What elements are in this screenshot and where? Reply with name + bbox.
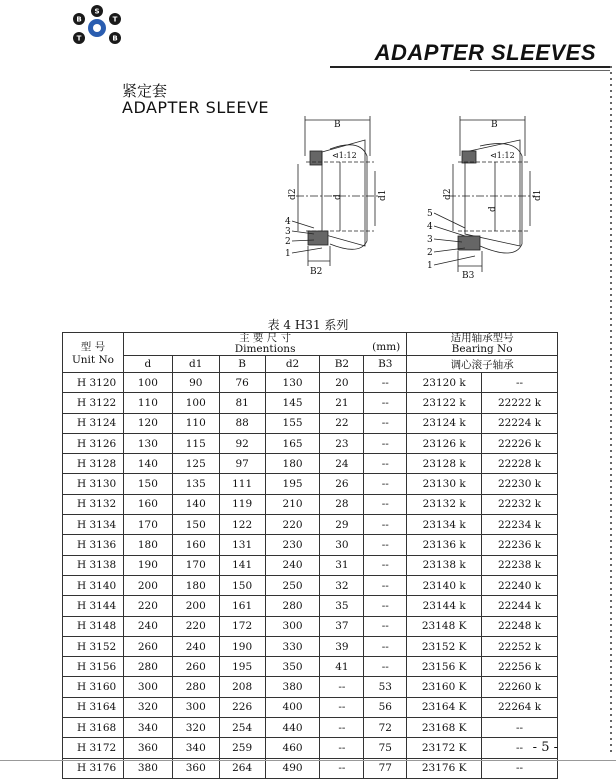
table-row: [63, 433, 558, 453]
table-cell: 22252 k: [482, 636, 558, 656]
table-cell: --: [320, 697, 364, 717]
table-row: [63, 657, 558, 677]
section-title-en: ADAPTER SLEEVE: [122, 98, 270, 117]
table-cell: 23140 k: [407, 575, 482, 595]
col-header-d1: d1: [172, 356, 219, 373]
table-cell: 320: [123, 697, 172, 717]
dim-label: d1: [378, 189, 388, 201]
dim-label: d2: [443, 188, 453, 200]
page-number: - 5 -: [532, 740, 558, 755]
table-cell: 111: [219, 474, 265, 494]
table-cell: --: [320, 738, 364, 758]
footer-divider: [0, 760, 616, 761]
logo-letter: B: [76, 15, 82, 24]
table-cell: 23130 k: [407, 474, 482, 494]
table-cell: 155: [265, 413, 320, 433]
table-cell: 30: [320, 535, 364, 555]
table-cell: 220: [172, 616, 219, 636]
logo-letter: T: [112, 15, 118, 24]
dim-label: B: [491, 120, 498, 130]
table-cell: 170: [172, 555, 219, 575]
table-cell: 380: [123, 758, 172, 778]
table-cell: 460: [265, 738, 320, 758]
table-cell: 280: [265, 596, 320, 616]
table-cell: 22244 k: [482, 596, 558, 616]
table-row: [63, 454, 558, 474]
table-cell: H 3156: [63, 657, 124, 677]
table-cell: 400: [265, 697, 320, 717]
table-row: [63, 616, 558, 636]
table-cell: 300: [172, 697, 219, 717]
table-cell: 190: [219, 636, 265, 656]
logo-letter: T: [76, 34, 82, 43]
table-cell: --: [482, 718, 558, 738]
table-cell: 161: [219, 596, 265, 616]
table-cell: 330: [265, 636, 320, 656]
table-cell: 172: [219, 616, 265, 636]
table-cell: 23148 K: [407, 616, 482, 636]
table-cell: --: [364, 636, 407, 656]
table-cell: 26: [320, 474, 364, 494]
table-cell: H 3134: [63, 515, 124, 535]
table-cell: H 3130: [63, 474, 124, 494]
dim-label: B2: [310, 267, 323, 277]
table-cell: 110: [172, 413, 219, 433]
table-cell: 22232 k: [482, 494, 558, 514]
table-cell: 150: [172, 515, 219, 535]
table-cell: 23128 k: [407, 454, 482, 474]
table-row: [63, 474, 558, 494]
table-cell: 130: [265, 373, 320, 393]
company-logo: [70, 6, 124, 50]
table-cell: 300: [123, 677, 172, 697]
table-cell: 23: [320, 433, 364, 453]
table-cell: H 3120: [63, 373, 124, 393]
part-number: 1: [427, 261, 433, 271]
table-cell: 440: [265, 718, 320, 738]
part-number: 1: [285, 249, 291, 259]
part-number: 2: [427, 248, 433, 258]
table-cell: H 3148: [63, 616, 124, 636]
table-cell: --: [364, 515, 407, 535]
table-cell: H 3152: [63, 636, 124, 656]
table-cell: 35: [320, 596, 364, 616]
table-cell: --: [364, 616, 407, 636]
table-cell: 360: [172, 758, 219, 778]
col-header-spherical-roller: 调心滚子轴承: [407, 356, 558, 373]
table-cell: 100: [123, 373, 172, 393]
table-cell: H 3136: [63, 535, 124, 555]
table-cell: 23134 k: [407, 515, 482, 535]
table-cell: 22234 k: [482, 515, 558, 535]
page-title: ADAPTER SLEEVES: [374, 40, 596, 65]
table-cell: --: [482, 373, 558, 393]
table-cell: 22260 k: [482, 677, 558, 697]
table-cell: H 3140: [63, 575, 124, 595]
table-cell: 226: [219, 697, 265, 717]
table-cell: 37: [320, 616, 364, 636]
table-cell: 41: [320, 657, 364, 677]
table-cell: 22264 k: [482, 697, 558, 717]
table-cell: 23124 k: [407, 413, 482, 433]
part-number: 5: [427, 209, 433, 219]
table-cell: 240: [172, 636, 219, 656]
table-cell: 53: [364, 677, 407, 697]
taper-label: ⊲1:12: [332, 151, 357, 160]
table-cell: 200: [123, 575, 172, 595]
table-cell: --: [364, 494, 407, 514]
table-cell: 130: [123, 433, 172, 453]
table-cell: --: [364, 454, 407, 474]
table-row: [63, 596, 558, 616]
table-cell: 208: [219, 677, 265, 697]
table-cell: 32: [320, 575, 364, 595]
table-cell: 230: [265, 535, 320, 555]
table-body: [63, 373, 558, 779]
table-cell: 97: [219, 454, 265, 474]
header-unit-mm: (mm): [372, 341, 401, 353]
table-cell: 100: [172, 393, 219, 413]
table-cell: 56: [364, 697, 407, 717]
table-cell: --: [364, 535, 407, 555]
table-cell: --: [482, 738, 558, 758]
table-cell: --: [320, 758, 364, 778]
table-cell: 264: [219, 758, 265, 778]
table-row: [63, 718, 558, 738]
table-cell: 22238 k: [482, 555, 558, 575]
col-header-b2: B2: [320, 356, 364, 373]
table-row: [63, 758, 558, 778]
table-cell: H 3138: [63, 555, 124, 575]
table-cell: --: [364, 413, 407, 433]
table-cell: 29: [320, 515, 364, 535]
table-cell: 280: [172, 677, 219, 697]
table-row: [63, 535, 558, 555]
table-cell: 250: [265, 575, 320, 595]
drawing-left: [285, 116, 388, 277]
table-row: [63, 697, 558, 717]
table-row: [63, 636, 558, 656]
table-row: [63, 373, 558, 393]
table-cell: 22: [320, 413, 364, 433]
table-cell: 340: [123, 718, 172, 738]
logo-letter: S: [94, 7, 100, 16]
table-cell: 92: [219, 433, 265, 453]
part-number: 4: [427, 222, 433, 232]
dim-label: B: [334, 120, 341, 130]
table-cell: 200: [172, 596, 219, 616]
table-cell: 120: [123, 413, 172, 433]
table-cell: 280: [123, 657, 172, 677]
header-dimensions: [123, 333, 406, 356]
table-cell: 340: [172, 738, 219, 758]
table-cell: 115: [172, 433, 219, 453]
table-cell: 22248 k: [482, 616, 558, 636]
part-number: 4: [285, 217, 291, 227]
header-bearing-cn: 适用轴承型号: [450, 332, 514, 344]
table-cell: 135: [172, 474, 219, 494]
adapter-sleeve-spec-table: [62, 332, 558, 779]
table-cell: --: [364, 657, 407, 677]
col-header-b: B: [219, 356, 265, 373]
table-cell: 20: [320, 373, 364, 393]
table-row: [63, 677, 558, 697]
margin-decoration: [610, 66, 612, 756]
part-number: 3: [285, 227, 291, 237]
table-cell: --: [364, 433, 407, 453]
table-cell: --: [320, 677, 364, 697]
table-cell: 360: [123, 738, 172, 758]
header-dimensions-en: Dimentions: [234, 343, 296, 355]
table-cell: 160: [123, 494, 172, 514]
table-cell: H 3164: [63, 697, 124, 717]
table-cell: --: [364, 474, 407, 494]
table-cell: 320: [172, 718, 219, 738]
table-cell: H 3128: [63, 454, 124, 474]
drawing-right: [427, 116, 543, 281]
table-cell: 131: [219, 535, 265, 555]
table-cell: 90: [172, 373, 219, 393]
table-cell: 195: [219, 657, 265, 677]
dim-label: d1: [533, 189, 543, 201]
table-cell: 88: [219, 413, 265, 433]
dim-label: d: [333, 194, 343, 200]
dim-label: B3: [462, 271, 475, 281]
table-cell: 490: [265, 758, 320, 778]
table-cell: 23122 k: [407, 393, 482, 413]
col-header-d2: d2: [265, 356, 320, 373]
table-cell: H 3126: [63, 433, 124, 453]
table-cell: 23160 K: [407, 677, 482, 697]
table-cell: 240: [265, 555, 320, 575]
table-cell: 220: [123, 596, 172, 616]
table-cell: 23176 K: [407, 758, 482, 778]
table-cell: 21: [320, 393, 364, 413]
table-cell: 22240 k: [482, 575, 558, 595]
table-cell: H 3144: [63, 596, 124, 616]
table-cell: 180: [172, 575, 219, 595]
table-cell: 23138 k: [407, 555, 482, 575]
table-cell: 23126 k: [407, 433, 482, 453]
table-cell: 140: [123, 454, 172, 474]
part-number: 2: [285, 237, 291, 247]
table-cell: 23156 K: [407, 657, 482, 677]
table-cell: 145: [265, 393, 320, 413]
table-row: [63, 555, 558, 575]
table-cell: 254: [219, 718, 265, 738]
table-cell: H 3132: [63, 494, 124, 514]
table-cell: 150: [123, 474, 172, 494]
table-cell: 22222 k: [482, 393, 558, 413]
col-header-d: d: [123, 356, 172, 373]
table-cell: 72: [364, 718, 407, 738]
table-cell: 260: [123, 636, 172, 656]
table-cell: 22228 k: [482, 454, 558, 474]
table-cell: 259: [219, 738, 265, 758]
dim-label: d: [488, 206, 498, 212]
table-cell: 140: [172, 494, 219, 514]
adapter-sleeve-drawings: [270, 116, 543, 286]
table-cell: 22224 k: [482, 413, 558, 433]
table-row: [63, 393, 558, 413]
table-cell: --: [364, 596, 407, 616]
table-cell: 195: [265, 474, 320, 494]
table-cell: 22236 k: [482, 535, 558, 555]
table-caption: 表 4 H31 系列: [267, 318, 349, 332]
table-cell: 23144 k: [407, 596, 482, 616]
table-cell: 23172 K: [407, 738, 482, 758]
table-cell: 77: [364, 758, 407, 778]
table-cell: 22226 k: [482, 433, 558, 453]
table-cell: 220: [265, 515, 320, 535]
header-unit-no-cn: 型 号: [80, 341, 106, 353]
section-title-cn: 紧定套: [122, 82, 168, 100]
table-cell: 31: [320, 555, 364, 575]
table-row: [63, 413, 558, 433]
table-cell: 170: [123, 515, 172, 535]
table-cell: 350: [265, 657, 320, 677]
table-cell: 125: [172, 454, 219, 474]
header-unit-no: [63, 333, 124, 373]
table-cell: 190: [123, 555, 172, 575]
table-cell: 260: [172, 657, 219, 677]
table-cell: --: [364, 555, 407, 575]
table-cell: 23120 k: [407, 373, 482, 393]
table-cell: 22256 k: [482, 657, 558, 677]
header-dimensions-cn: 主 要 尺 寸: [239, 332, 292, 344]
table-cell: --: [482, 758, 558, 778]
table-cell: 23168 K: [407, 718, 482, 738]
table-cell: 23152 K: [407, 636, 482, 656]
table-cell: 110: [123, 393, 172, 413]
header-divider-thin: [470, 70, 610, 71]
header-bearing-en: Bearing No: [451, 343, 513, 355]
table-cell: 119: [219, 494, 265, 514]
header-divider: [330, 66, 610, 68]
table-cell: --: [364, 373, 407, 393]
col-header-b3: B3: [364, 356, 407, 373]
table-cell: 210: [265, 494, 320, 514]
table-cell: H 3122: [63, 393, 124, 413]
table-cell: 28: [320, 494, 364, 514]
dim-label: d2: [288, 188, 298, 200]
table-cell: H 3168: [63, 718, 124, 738]
table-cell: 122: [219, 515, 265, 535]
table-cell: 240: [123, 616, 172, 636]
table-cell: 23132 k: [407, 494, 482, 514]
header-unit-no-en: Unit No: [71, 354, 114, 366]
table-cell: 75: [364, 738, 407, 758]
table-cell: 150: [219, 575, 265, 595]
table-cell: 160: [172, 535, 219, 555]
table-cell: 81: [219, 393, 265, 413]
part-number: 3: [427, 235, 433, 245]
table-row: [63, 738, 558, 758]
table-row: [63, 515, 558, 535]
table-cell: 380: [265, 677, 320, 697]
table-cell: 141: [219, 555, 265, 575]
table-cell: H 3176: [63, 758, 124, 778]
table-cell: 24: [320, 454, 364, 474]
taper-label: ⊲1:12: [490, 151, 515, 160]
table-cell: H 3124: [63, 413, 124, 433]
table-cell: --: [364, 575, 407, 595]
table-cell: 23164 K: [407, 697, 482, 717]
header-bearing: [407, 333, 558, 356]
table-cell: 180: [123, 535, 172, 555]
table-cell: --: [320, 718, 364, 738]
table-row: [63, 494, 558, 514]
table-cell: 300: [265, 616, 320, 636]
table-cell: 76: [219, 373, 265, 393]
table-row: [63, 575, 558, 595]
table-cell: H 3160: [63, 677, 124, 697]
table-cell: H 3172: [63, 738, 124, 758]
table-cell: 39: [320, 636, 364, 656]
table-cell: 180: [265, 454, 320, 474]
logo-letter: B: [112, 34, 118, 43]
table-cell: 22230 k: [482, 474, 558, 494]
table-cell: 165: [265, 433, 320, 453]
table-cell: 23136 k: [407, 535, 482, 555]
table-cell: --: [364, 393, 407, 413]
